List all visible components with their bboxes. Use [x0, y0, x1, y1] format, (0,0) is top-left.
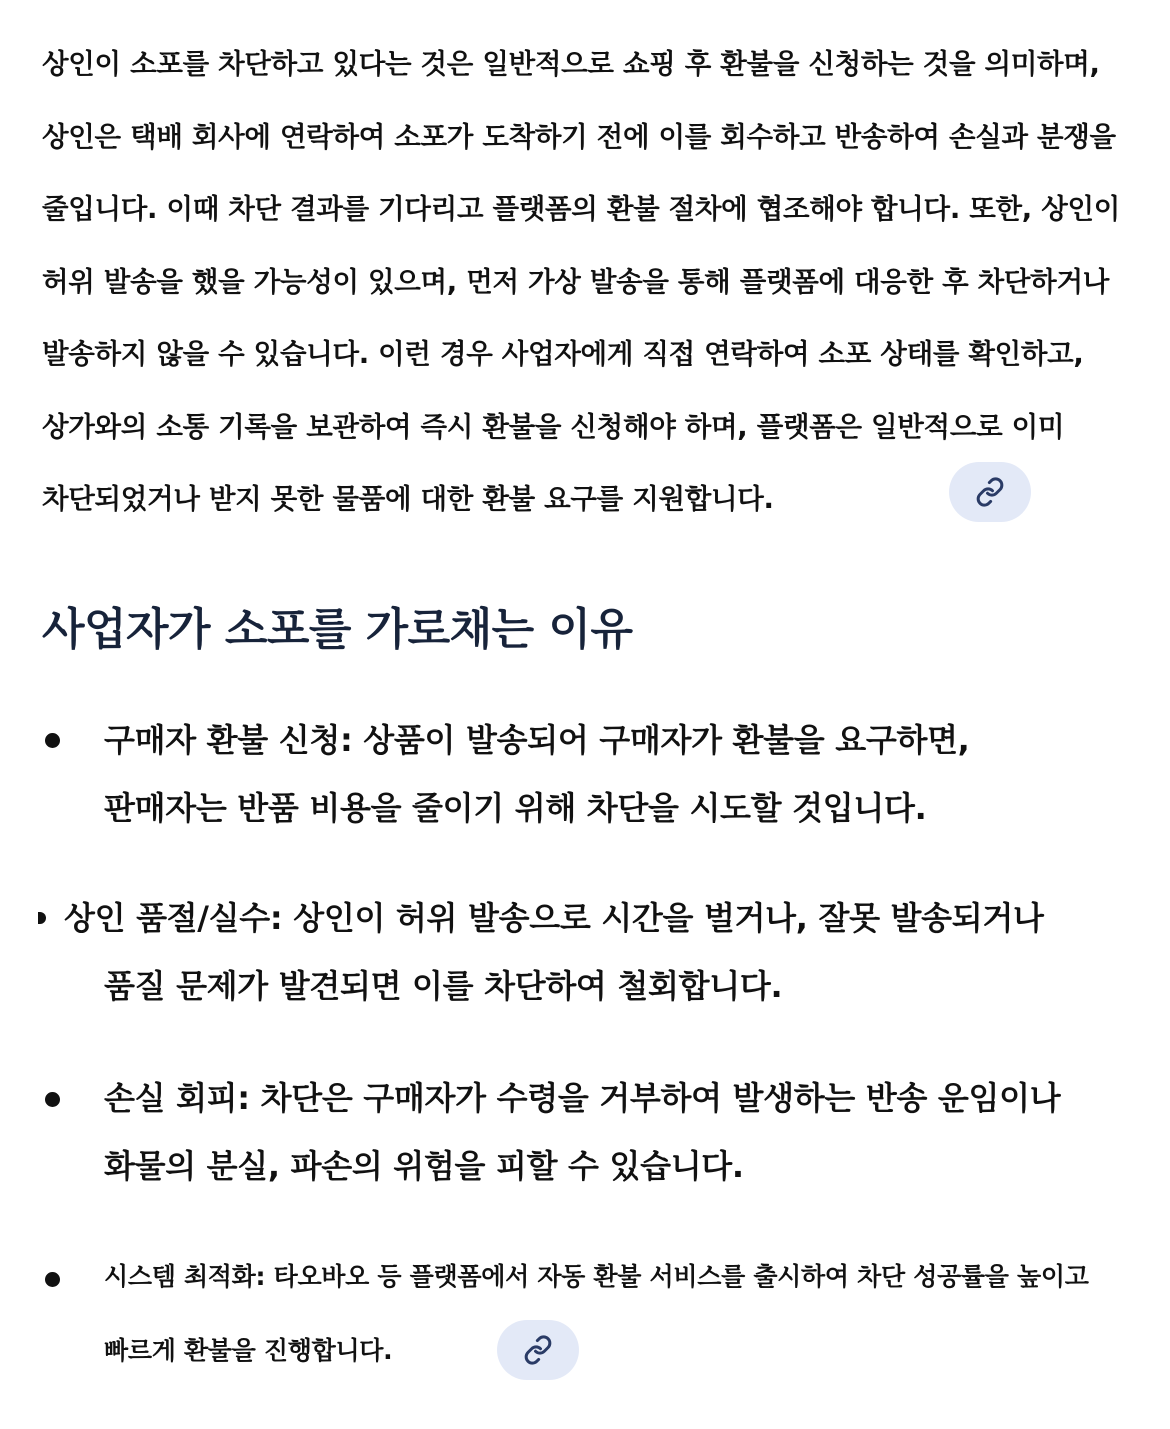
bullet-line: 화물의 분실, 파손의 위험을 피할 수 있습니다. [104, 1147, 744, 1185]
section-heading: 사업자가 소포를 가로채는 이유 [42, 604, 633, 655]
source-link-button[interactable] [949, 462, 1031, 522]
bullet-item [104, 706, 1124, 842]
bullet-marker [38, 912, 46, 924]
bullet-line: 손실 회피: 차단은 구매자가 수령을 거부하여 발생하는 반송 운임이나 [104, 1079, 1061, 1117]
link-icon [523, 1335, 553, 1365]
intro-paragraph [42, 28, 1157, 536]
bullet-line: 품질 문제가 발견되면 이를 차단하여 철회합니다. [104, 967, 783, 1005]
bullet-line: 시스템 최적화: 타오바오 등 플랫폼에서 자동 환불 서비스를 출시하여 차단 성공률을 높이고 [104, 1262, 1089, 1291]
bullet-line: 구매자 환불 신청: 상품이 발송되어 구매자가 환불을 요구하면, [104, 721, 970, 759]
link-icon [975, 477, 1005, 507]
paragraph-line: 발송하지 않을 수 있습니다. 이런 경우 사업자에게 직접 연락하여 소포 상태를 확인하고, [42, 338, 1084, 370]
bullet-line: 빠르게 환불을 진행합니다. [104, 1336, 393, 1365]
source-link-button[interactable] [497, 1320, 579, 1380]
bullet-marker [45, 733, 60, 748]
paragraph-line: 차단되었거나 받지 못한 물품에 대한 환불 요구를 지원합니다. [42, 483, 774, 515]
paragraph-line: 상인은 택배 회사에 연락하여 소포가 도착하기 전에 이를 회수하고 반송하여 손실과 분쟁을 [42, 120, 1116, 153]
bullet-line: 상인 품절/실수: 상인이 허위 발송으로 시간을 벌거나, 잘못 발송되거나 [64, 899, 1044, 937]
bullet-marker [45, 1272, 60, 1287]
paragraph-line: 상인이 소포를 차단하고 있다는 것은 일반적으로 쇼핑 후 환불을 신청하는 것을 의미하며, [42, 48, 1100, 80]
paragraph-line: 허위 발송을 했을 가능성이 있으며, 먼저 가상 발송을 통해 플랫폼에 대응한 후 차단하거나 [42, 265, 1109, 298]
paragraph-line: 상가와의 소통 기록을 보관하여 즉시 환불을 신청해야 하며, 플랫폼은 일반적으로 이미 [42, 410, 1065, 443]
paragraph-line: 줄입니다. 이때 차단 결과를 기다리고 플랫폼의 환불 절차에 협조해야 합니다. 또한, 상인이 [42, 193, 1120, 225]
bullet-marker [45, 1092, 60, 1107]
bullet-item [104, 1240, 1124, 1388]
bullet-item [104, 1064, 1124, 1200]
bullet-line: 판매자는 반품 비용을 줄이기 위해 차단을 시도할 것입니다. [104, 789, 927, 827]
bullet-item [64, 884, 1134, 1020]
